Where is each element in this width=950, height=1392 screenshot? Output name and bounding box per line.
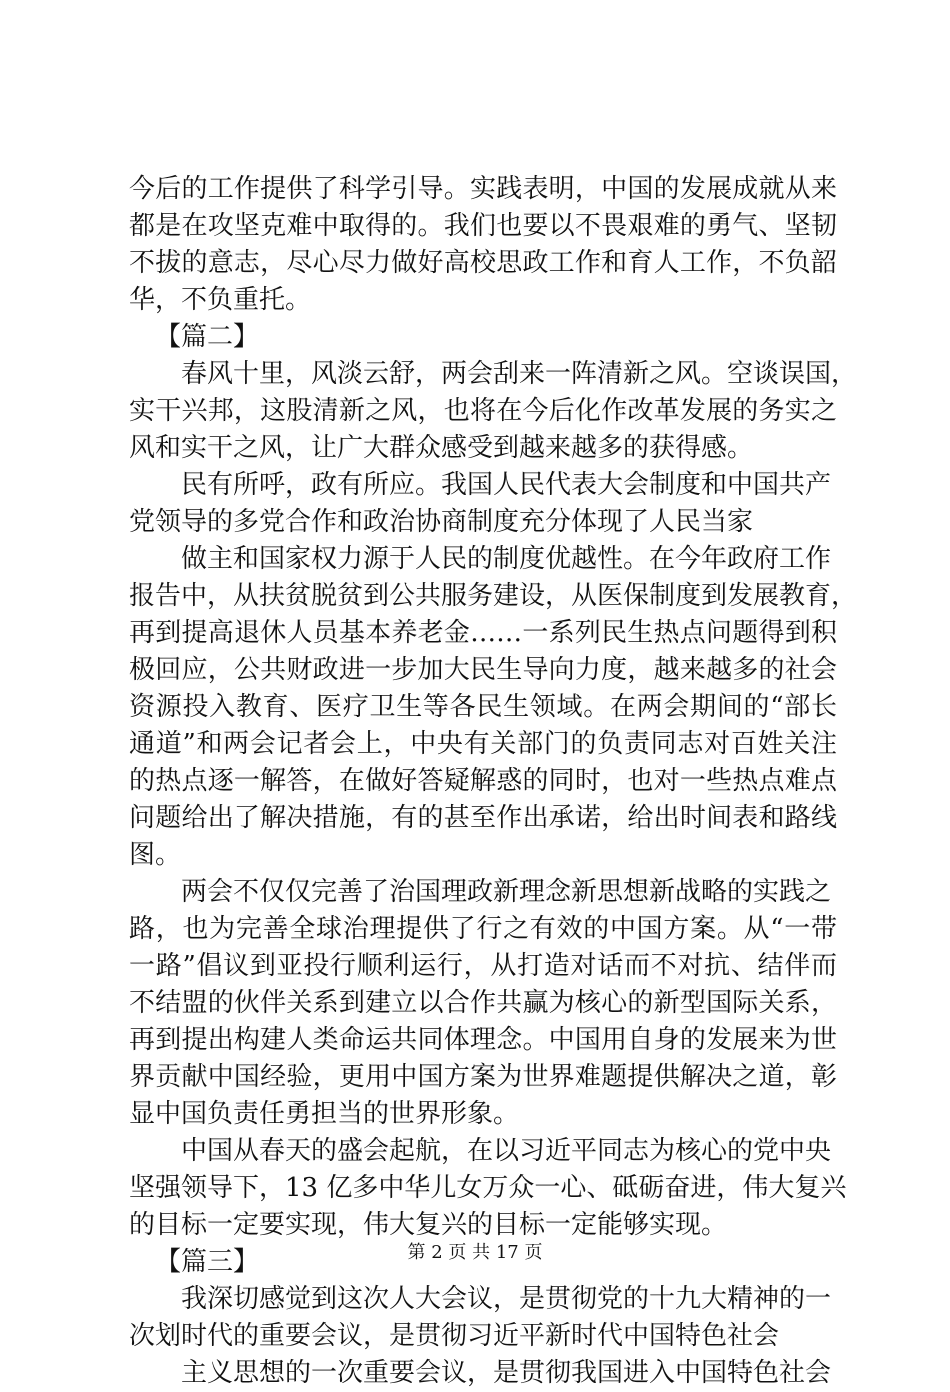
- text-line: 的目标一定要实现，伟大复兴的目标一定能够实现。: [129, 1210, 728, 1240]
- section-heading: 【篇二】: [155, 322, 260, 352]
- text-line: 再到提高退休人员基本养老金……一系列民生热点问题得到积: [129, 618, 837, 648]
- text-line: 的热点逐一解答，在做好答疑解惑的同时，也对一些热点难点: [129, 766, 837, 796]
- text-line: 界贡献中国经验，更用中国方案为世界难题提供解决之道，彰: [129, 1062, 837, 1092]
- text-line: 次划时代的重要会议，是贯彻习近平新时代中国特色社会: [129, 1321, 780, 1351]
- text-line: 坚强领导下，13 亿多中华儿女万众一心、砥砺奋进，伟大复兴: [129, 1173, 847, 1203]
- page-footer: 第 2 页 共 17 页: [407, 1242, 543, 1263]
- text-line: 再到提出构建人类命运共同体理念。中国用自身的发展来为世: [129, 1025, 837, 1055]
- text-line: 不拔的意志，尽心尽力做好高校思政工作和育人工作，不负韶: [129, 248, 837, 278]
- text-line: 极回应，公共财政进一步加大民生导向力度，越来越多的社会: [129, 655, 837, 685]
- text-line: 我深切感觉到这次人大会议，是贯彻党的十九大精神的一: [181, 1284, 832, 1314]
- text-line: 报告中，从扶贫脱贫到公共服务建设，从医保制度到发展教育，: [129, 581, 858, 611]
- text-line: 春风十里，风淡云舒，两会刮来一阵清新之风。空谈误国，: [181, 359, 858, 389]
- text-line: 显中国负责任勇担当的世界形象。: [129, 1099, 520, 1129]
- text-line: 民有所呼，政有所应。我国人民代表大会制度和中国共产: [181, 470, 832, 500]
- text-line: 问题给出了解决措施，有的甚至作出承诺，给出时间表和路线: [129, 803, 837, 833]
- text-line: 资源投入教育、医疗卫生等各民生领域。在两会期间的“部长: [129, 692, 837, 722]
- text-line: 主义思想的一次重要会议，是贯彻我国进入中国特色社会: [181, 1358, 832, 1388]
- text-line: 实干兴邦，这股清新之风，也将在今后化作改革发展的务实之: [129, 396, 837, 426]
- text-line: 通道”和两会记者会上，中央有关部门的负责同志对百姓关注: [129, 729, 837, 759]
- text-line: 做主和国家权力源于人民的制度优越性。在今年政府工作: [181, 544, 832, 574]
- text-line: 中国从春天的盛会起航，在以习近平同志为核心的党中央: [181, 1136, 832, 1166]
- document-body: [129, 171, 858, 1392]
- text-line: 今后的工作提供了科学引导。实践表明，中国的发展成就从来: [129, 174, 837, 204]
- text-line: 都是在攻坚克难中取得的。我们也要以不畏艰难的勇气、坚韧: [129, 211, 837, 241]
- text-line: 路，也为完善全球治理提供了行之有效的中国方案。从“一带: [129, 914, 837, 944]
- text-line: 两会不仅仅完善了治国理政新理念新思想新战略的实践之: [181, 877, 832, 907]
- text-line: 图。: [129, 840, 182, 870]
- text-line: 华，不负重托。: [129, 285, 312, 315]
- text-line: 党领导的多党合作和政治协商制度充分体现了人民当家: [129, 507, 754, 537]
- text-line: 风和实干之风，让广大群众感受到越来越多的获得感。: [129, 433, 754, 463]
- text-line: 不结盟的伙伴关系到建立以合作共赢为核心的新型国际关系，: [129, 988, 837, 1018]
- text-line: 一路”倡议到亚投行顺利运行，从打造对话而不对抗、结伴而: [129, 951, 837, 981]
- section-heading: 【篇三】: [155, 1247, 260, 1277]
